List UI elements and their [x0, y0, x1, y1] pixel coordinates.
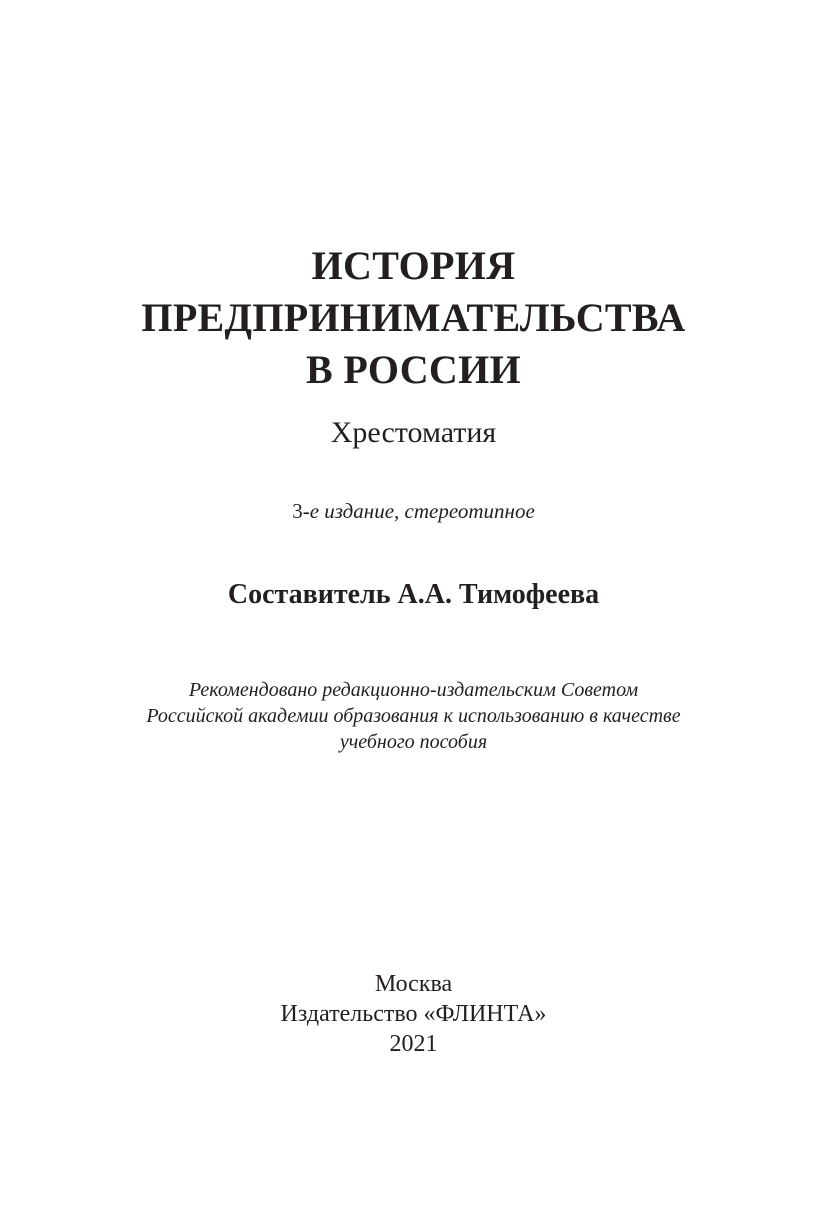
edition-text: е издание, стереотипное	[309, 499, 535, 523]
recommendation-line-1: Рекомендовано редакционно-издательским Советом	[188, 679, 639, 701]
book-title-line-1: ИСТОРИЯ	[311, 243, 516, 288]
imprint	[0, 969, 827, 1059]
recommendation-line-2: Российской академии образования к использованию в качестве	[146, 705, 681, 727]
recommendation-note	[0, 677, 827, 755]
edition-number: 3-	[292, 499, 310, 523]
book-subtitle: Хрестоматия	[330, 416, 497, 449]
compiler-credit: Составитель А.А. Тимофеева	[227, 579, 600, 610]
imprint-city: Москва	[374, 971, 453, 997]
edition-note	[0, 497, 827, 525]
book-title-line-2: ПРЕДПРИНИМАТЕЛЬСТВА	[141, 295, 686, 340]
book-title-line-3: В РОССИИ	[306, 347, 521, 392]
imprint-year: 2021	[389, 1031, 438, 1057]
recommendation-line-3: учебного пособия	[339, 731, 488, 753]
imprint-publisher: Издательство «ФЛИНТА»	[280, 1001, 547, 1027]
book-title	[0, 240, 827, 396]
